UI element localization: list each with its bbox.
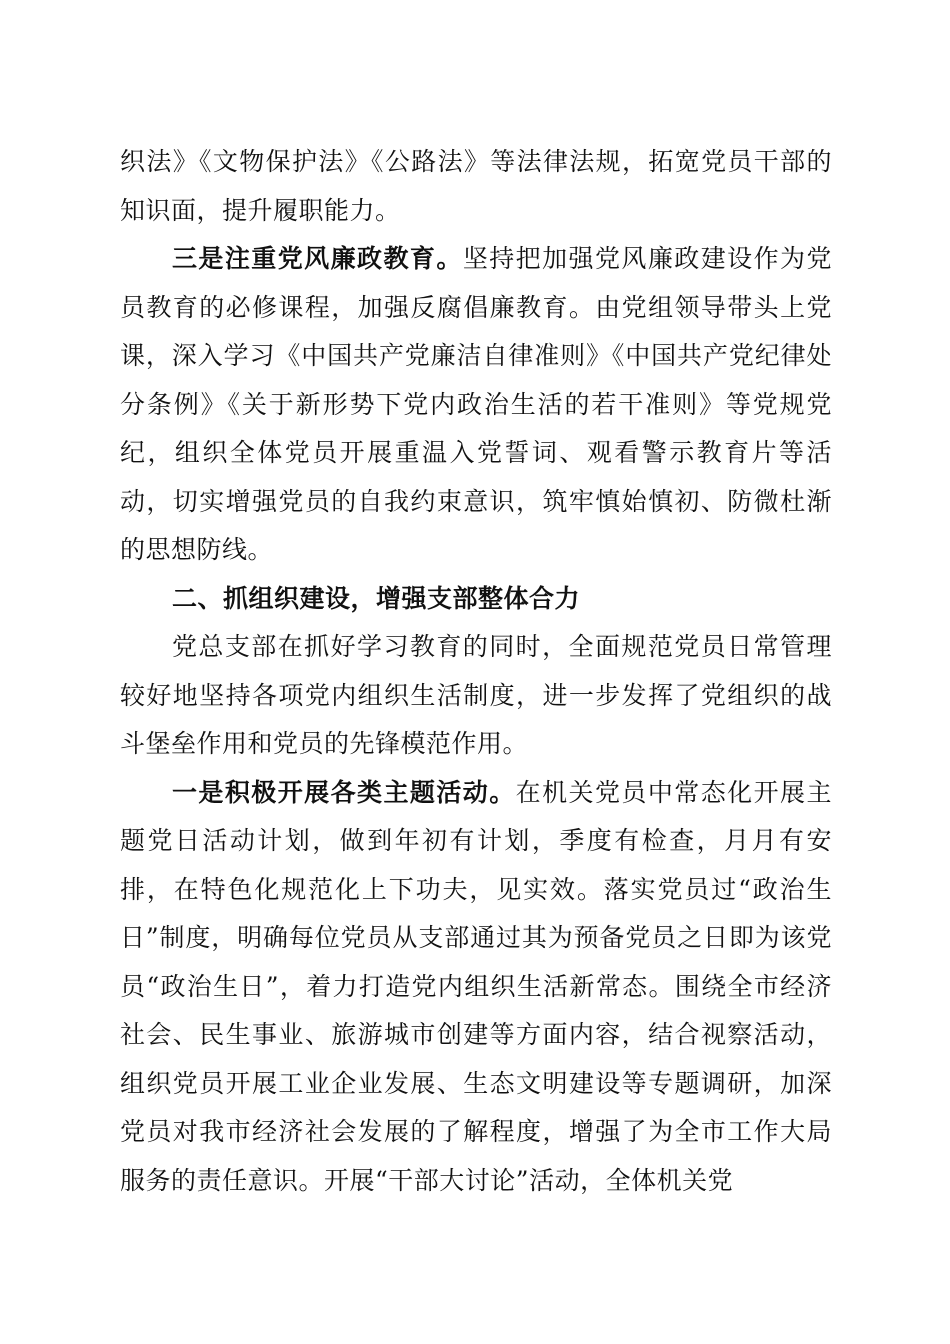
paragraph-theme-activities bbox=[120, 769, 832, 1206]
paragraph-text: 织法》《文物保护法》《公路法》等法律法规，拓宽党员干部的知识面，提升履职能力。 bbox=[120, 147, 832, 225]
paragraph-text: 坚持把加强党风廉政建设作为党员教育的必修课程，加强反腐倡廉教育。由党组领导带头上党课，深入学习《中国共产党廉洁自律准则》《中国共产党纪律处分条例》《关于新形势下党内政治生活的若干准则》等党规党纪，组织全体党员开展重温入党誓词、观看警示教育片等活动，切实增强党员的自我约束意识，筑牢慎始慎初、防微杜渐的思想防线。 bbox=[120, 244, 832, 564]
paragraph-legal-study bbox=[120, 138, 832, 235]
paragraph-text: 在机关党员中常态化开展主题党日活动计划，做到年初有计划，季度有检查，月月有安排，在特色化规范化上下功夫，见实效。落实党员过“政治生日”制度，明确每位党员从支部通过其为预备党员之日即为该党员“政治生日”，着力打造党内组织生活新常态。围绕全市经济社会、民生事业、旅游城市创建等方面内容，结合视察活动，组织党员开展工业企业发展、生态文明建设等专题调研，加深党员对我市经济社会发展的了解程度，增强了为全市工作大局服务的责任意识。开展“干部大讨论”活动，全体机关党 bbox=[120, 777, 832, 1195]
paragraph-text: 党总支部在抓好学习教育的同时，全面规范党员日常管理较好地坚持各项党内组织生活制度，进一步发挥了党组织的战斗堡垒作用和党员的先锋模范作用。 bbox=[120, 632, 832, 758]
paragraph-lead: 三是注重党风廉政教育。 bbox=[172, 244, 463, 273]
section-heading: 二、抓组织建设，增强支部整体合力 bbox=[172, 583, 581, 613]
document-body bbox=[120, 138, 832, 1205]
paragraph-integrity-education bbox=[120, 235, 832, 575]
paragraph-organization bbox=[120, 623, 832, 769]
paragraph-lead: 一是积极开展各类主题活动。 bbox=[172, 777, 516, 807]
